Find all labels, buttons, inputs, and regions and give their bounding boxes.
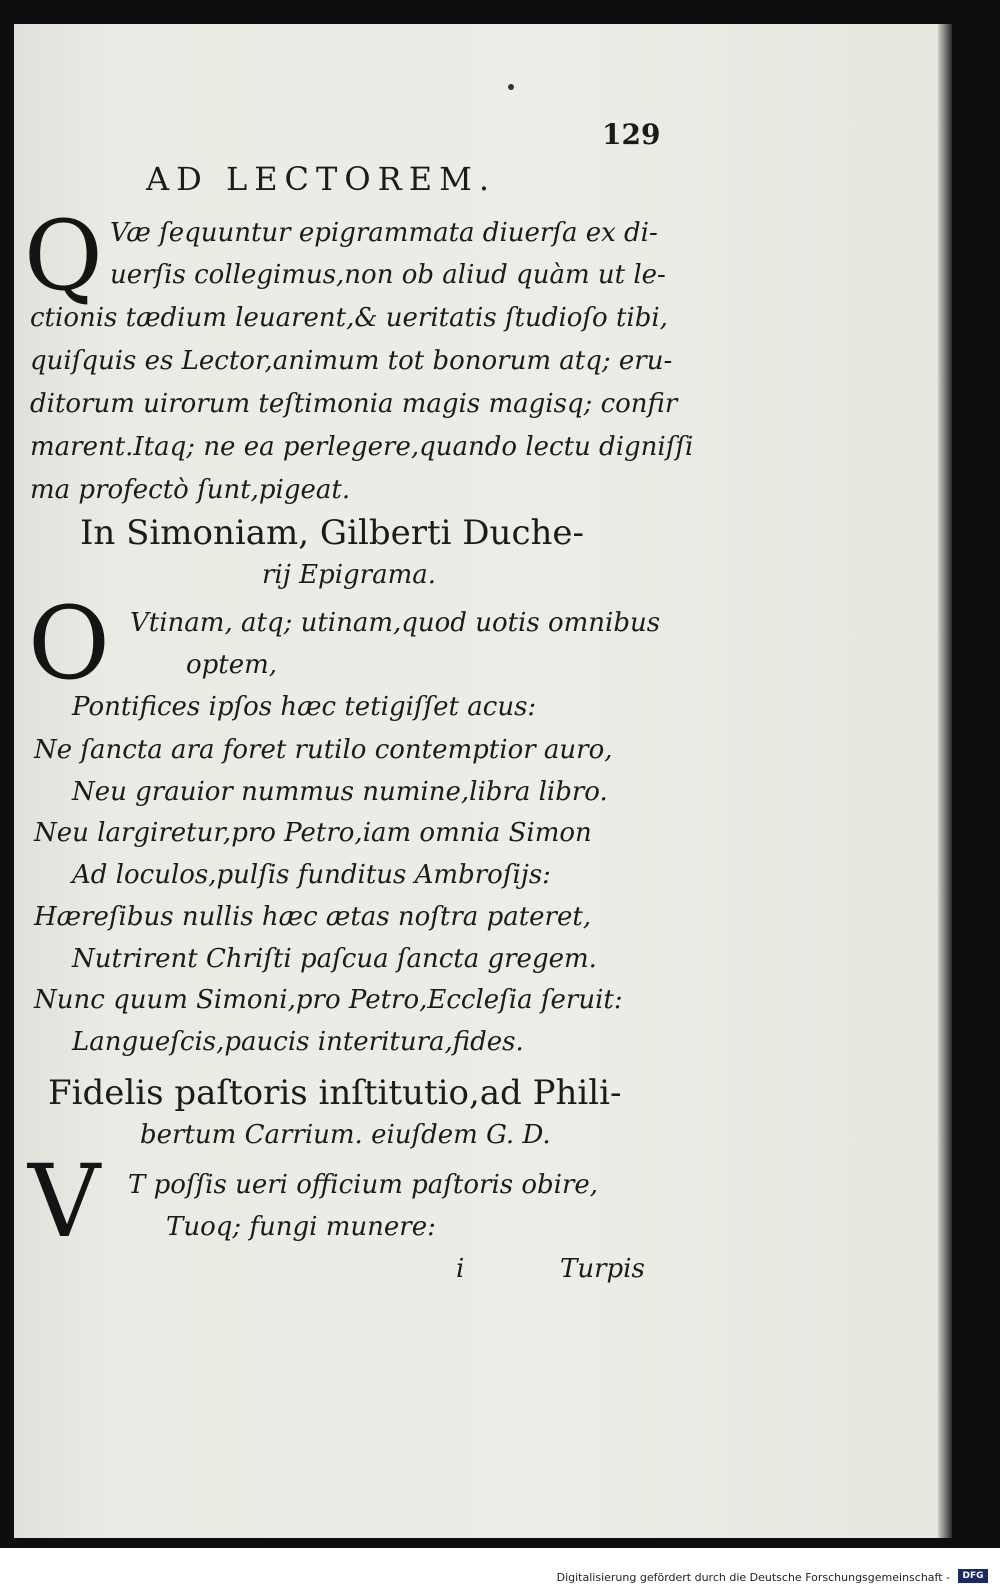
footer-credit: Digitalisierung gefördert durch die Deutsche Forschungsgemeinschaft -: [556, 1571, 950, 1584]
poem1-line: Pontifices ipſos hæc tetigiſſet acus:: [72, 692, 537, 722]
poem1-line: optem,: [186, 650, 278, 680]
intro-line: quiſquis es Lector,animum tot bonorum atq; eru-: [30, 346, 673, 376]
poem1-line: Vtinam, atq; utinam,quod uotis omnibus: [130, 608, 661, 638]
poem2-dropcap: V: [28, 1143, 101, 1260]
poem1-line: Neu largiretur,pro Petro,iam omnia Simon: [34, 818, 592, 848]
intro-line: marent.Itaq; ne ea perlegere,quando lectu digniſſi: [30, 432, 694, 462]
intro-line: Væ ſequuntur epigrammata diuerſa ex di-: [110, 218, 658, 248]
poem1-line: Neu grauior nummus numine,libra libro.: [72, 777, 608, 807]
poem1-line: Nunc quum Simoni,pro Petro,Eccleſia ſeruit:: [34, 985, 623, 1015]
poem2-subtitle: bertum Carrium. eiuſdem G. D.: [140, 1120, 551, 1150]
intro-line: ditorum uirorum teſtimonia magis magisq; confir: [30, 389, 678, 419]
poem1-line: Ne ſancta ara foret rutilo contemptior auro,: [34, 735, 613, 765]
poem1-line: Nutrirent Chriſti paſcua ſancta gregem.: [72, 944, 597, 974]
section-header: AD LECTOREM.: [146, 160, 496, 198]
poem2-line: T poſſis ueri officium paſtoris obire,: [128, 1170, 599, 1200]
catchword: Turpis: [560, 1254, 645, 1284]
intro-dropcap: Q: [24, 200, 103, 312]
signature-mark: i: [456, 1254, 465, 1284]
poem1-title: In Simoniam, Gilberti Duche-: [80, 513, 585, 553]
poem1-line: Ad loculos,pulſis funditus Ambroſijs:: [72, 860, 551, 890]
page-edge: [938, 24, 952, 1538]
poem1-line: Langueſcis,paucis interitura,fides.: [72, 1027, 524, 1057]
poem1-line: Hæreſibus nullis hæc ætas noſtra pateret,: [34, 902, 592, 932]
page-number: 129: [602, 118, 661, 151]
ink-dot: [508, 84, 514, 90]
poem2-title: Fidelis paſtoris inſtitutio,ad Phili-: [48, 1073, 622, 1113]
intro-line: ctionis tædium leuarent,& ueritatis ſtudioſo tibi,: [30, 303, 668, 333]
dfg-logo-icon: DFG: [958, 1569, 988, 1583]
poem1-dropcap: O: [28, 585, 110, 702]
intro-line: ma profectò ſunt,pigeat.: [30, 475, 351, 505]
poem1-subtitle: rij Epigrama.: [262, 560, 437, 590]
intro-line: uerſis collegimus,non ob aliud quàm ut le-: [110, 260, 666, 290]
poem2-line: Tuoq; fungi munere:: [166, 1212, 436, 1242]
